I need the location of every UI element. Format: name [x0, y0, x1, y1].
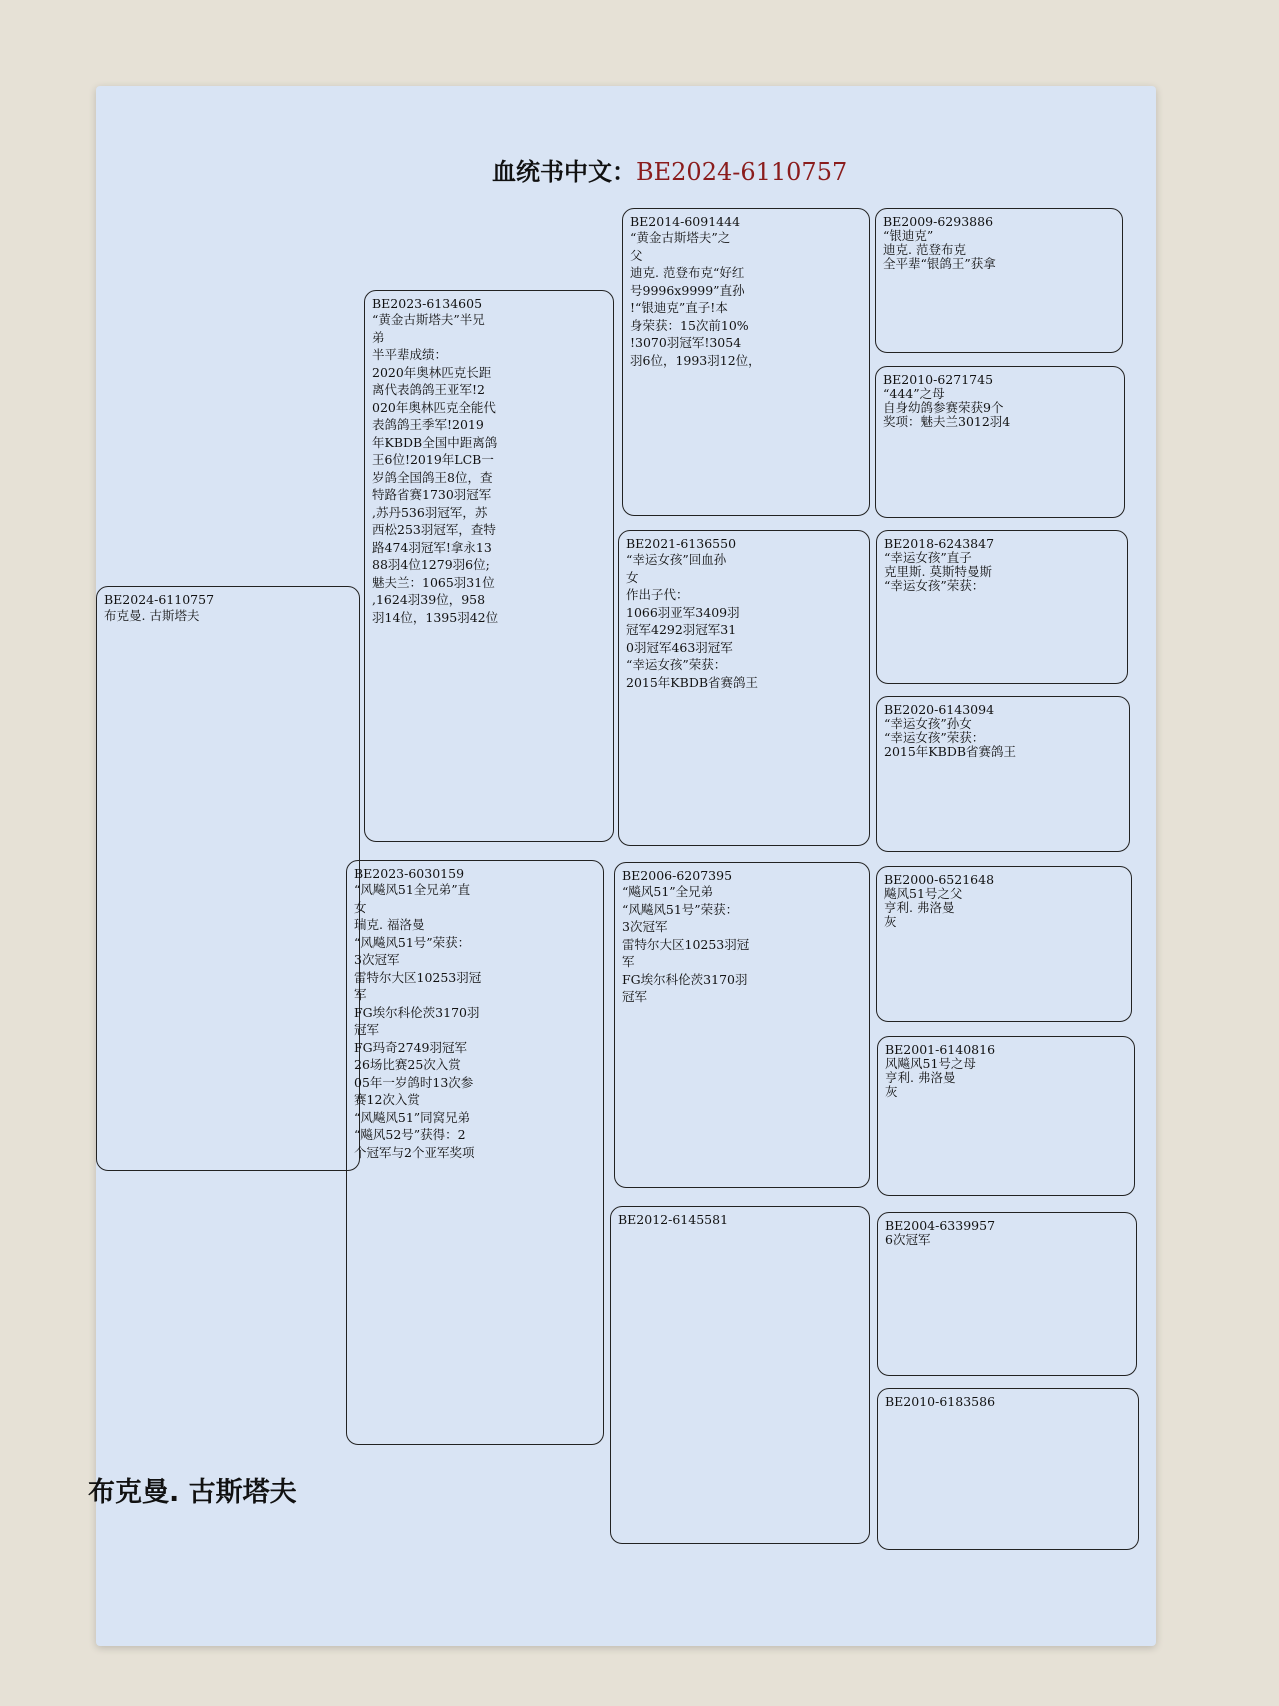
- pedigree-line: “幸运女孩”荣获：: [884, 730, 985, 745]
- pedigree-line: 军: [622, 954, 635, 969]
- pedigree-line: 弟: [372, 329, 385, 345]
- ring-number: BE2023-6134605: [372, 296, 483, 311]
- dsd-box: [877, 1036, 1135, 1196]
- pedigree-line: 灰: [884, 914, 897, 929]
- ring-number: BE2018-6243847: [884, 536, 995, 551]
- ring-number: BE2012-6145581: [618, 1212, 729, 1227]
- pedigree-line: 自身幼鸽参赛荣获9个: [883, 400, 1004, 415]
- pedigree-line: 女: [354, 899, 367, 915]
- pedigree-line: “风飚风51”同窝兄弟: [354, 1109, 471, 1125]
- pedigree-line: 身荣获：15次前10%: [630, 317, 749, 333]
- ring-number: BE2020-6143094: [884, 702, 995, 717]
- dam-sire-box: [614, 862, 870, 1188]
- pedigree-line: 迪克. 范登布克“好红: [630, 265, 745, 280]
- sire-dam-box: [618, 530, 870, 846]
- dam-dam-box: [610, 1206, 870, 1544]
- pedigree-line: 2020年奥林匹克长距: [372, 364, 492, 380]
- pedigree-line: 6次冠军: [885, 1232, 931, 1247]
- pedigree-line: 冠军: [354, 1022, 380, 1037]
- ring-number: BE2004-6339957: [885, 1218, 996, 1233]
- pedigree-line: 3次冠军: [622, 919, 668, 934]
- pedigree-line: “黄金古斯塔夫”半兄: [372, 312, 485, 327]
- pedigree-line: 魅夫兰：1065羽31位: [372, 574, 495, 590]
- pedigree-line: 王6位!2019年LCB一: [372, 452, 494, 467]
- dds-box: [877, 1212, 1137, 1376]
- pedigree-line: 瑞克. 福洛曼: [354, 917, 425, 932]
- pedigree-line: 冠军4292羽冠军31: [626, 622, 737, 637]
- pedigree-line: “风飚风51全兄弟”直: [354, 882, 471, 897]
- pedigree-line: “幸运女孩”直子: [884, 550, 972, 565]
- pedigree-line: 3次冠军: [354, 952, 400, 967]
- pedigree-line: 特路省赛1730羽冠军: [372, 487, 492, 502]
- pedigree-line: 0羽冠军463羽冠军: [626, 639, 733, 655]
- subject-box: [96, 586, 360, 1171]
- pedigree-line: “幸运女孩”回血孙: [626, 552, 727, 567]
- pedigree-line: 岁鸽全国鸽王8位，查: [372, 469, 493, 485]
- pedigree-line: 作出子代：: [626, 587, 689, 602]
- pedigree-line: 2015年KBDB省赛鸽王: [884, 744, 1017, 759]
- pedigree-line: 奖项：魅夫兰3012羽4: [883, 414, 1011, 429]
- pedigree-line: 风飚风51号之母: [885, 1056, 976, 1071]
- pedigree-line: FG玛奇2749羽冠军: [354, 1039, 467, 1055]
- sdd-box: [876, 696, 1130, 852]
- ring-number: BE2010-6271745: [883, 372, 994, 387]
- pedigree-line: 军: [354, 987, 367, 1002]
- ring-number: BE2014-6091444: [630, 214, 741, 229]
- pedigree-line: 飚风51号之父: [884, 886, 963, 901]
- pedigree-line: 路474羽冠军!拿永13: [372, 539, 492, 555]
- pedigree-line: FG埃尔科伦茨3170羽: [354, 1004, 480, 1020]
- pedigree-line: 全平辈“银鸽王”获拿: [883, 256, 996, 271]
- pedigree-line: 雷特尔大区10253羽冠: [622, 936, 750, 952]
- pedigree-line: “飚风51”全兄弟: [622, 884, 714, 899]
- dss-box: [876, 866, 1132, 1022]
- pedigree-line: 迪克. 范登布克: [883, 242, 966, 257]
- ddd-box: [877, 1388, 1139, 1550]
- pedigree-line: 半平辈成绩：: [372, 347, 448, 362]
- dam-box: [346, 860, 604, 1445]
- pedigree-line: 表鸽鸽王季军!2019: [372, 417, 484, 432]
- pedigree-line: 西松253羽冠军，查特: [372, 522, 496, 537]
- pedigree-line: 年KBDB全国中距离鸽: [372, 434, 498, 450]
- pedigree-line: 88羽4位1279羽6位;: [372, 557, 490, 572]
- pedigree-line: 26场比赛25次入赏: [354, 1057, 461, 1072]
- ring-number: BE2024-6110757: [104, 592, 215, 607]
- ring-number: BE2000-6521648: [884, 872, 995, 887]
- ring-number: BE2001-6140816: [885, 1042, 996, 1057]
- pedigree-line: “幸运女孩”荣获：: [626, 657, 727, 672]
- ring-number: BE2023-6030159: [354, 866, 465, 881]
- sire-box: [364, 290, 614, 842]
- pedigree-line: 亨利. 弗洛曼: [884, 900, 955, 915]
- pedigree-line: “风飚风51号”荣获：: [622, 901, 739, 917]
- owner-name: 布克曼. 古斯塔夫: [88, 1477, 297, 1508]
- pedigree-line: 雷特尔大区10253羽冠: [354, 969, 482, 985]
- pedigree-line: 赛12次入赏: [354, 1092, 420, 1107]
- pedigree-line: “银迪克”: [883, 228, 934, 243]
- title-ring-number: BE2024-6110757: [636, 158, 848, 186]
- sss-box: [875, 208, 1123, 353]
- pedigree-line: 亨利. 弗洛曼: [885, 1070, 956, 1085]
- pedigree-line: “黄金古斯塔夫”之: [630, 230, 731, 245]
- title-label: 血统书中文：: [492, 157, 636, 186]
- pedigree-line: !“银迪克”直子!本: [630, 300, 728, 315]
- pedigree-line: 冠军: [622, 989, 648, 1004]
- pedigree-line: 2015年KBDB省赛鸽王: [626, 674, 759, 690]
- pedigree-line: 个冠军与2个亚军奖项: [354, 1144, 475, 1160]
- pedigree-line: 克里斯. 莫斯特曼斯: [884, 564, 992, 579]
- ring-number: BE2006-6207395: [622, 868, 733, 883]
- pedigree-line: 1066羽亚军3409羽: [626, 604, 740, 620]
- pedigree-line: ,苏丹536羽冠军，苏: [372, 504, 488, 520]
- pedigree-line: FG埃尔科伦茨3170羽: [622, 971, 748, 987]
- pedigree-line: “幸运女孩”孙女: [884, 716, 972, 731]
- ring-number: BE2021-6136550: [626, 536, 737, 551]
- pedigree-line: “风飚风51号”荣获：: [354, 934, 471, 950]
- pedigree-line: 号9996x9999”直孙: [630, 282, 745, 298]
- ring-number: BE2009-6293886: [883, 214, 994, 229]
- pedigree-line: 灰: [885, 1084, 898, 1099]
- pedigree-line: “444”之母: [883, 386, 945, 401]
- page-title: [492, 152, 847, 187]
- sire-sire-box: [622, 208, 870, 516]
- pedigree-line: !3070羽冠军!3054: [630, 335, 742, 350]
- pedigree-line: 05年一岁鸽时13次参: [354, 1074, 474, 1090]
- pedigree-line: 020年奥林匹克全能代: [372, 399, 496, 415]
- ring-number: BE2010-6183586: [885, 1394, 996, 1409]
- pedigree-line: 羽14位，1395羽42位: [372, 609, 499, 625]
- pedigree-line: 羽6位，1993羽12位，: [630, 352, 761, 368]
- pedigree-line: 离代表鸽鸽王亚军!2: [372, 382, 485, 397]
- ssd-box: [875, 366, 1125, 518]
- pedigree-line: “飚风52号”获得：2: [354, 1127, 466, 1142]
- pedigree-line: 父: [630, 247, 643, 263]
- pedigree-line: “幸运女孩”荣获：: [884, 578, 985, 593]
- pedigree-line: 布克曼. 古斯塔夫: [104, 608, 200, 623]
- pedigree-line: ,1624羽39位，958: [372, 592, 486, 607]
- pedigree-line: 女: [626, 569, 639, 585]
- sds-box: [876, 530, 1128, 684]
